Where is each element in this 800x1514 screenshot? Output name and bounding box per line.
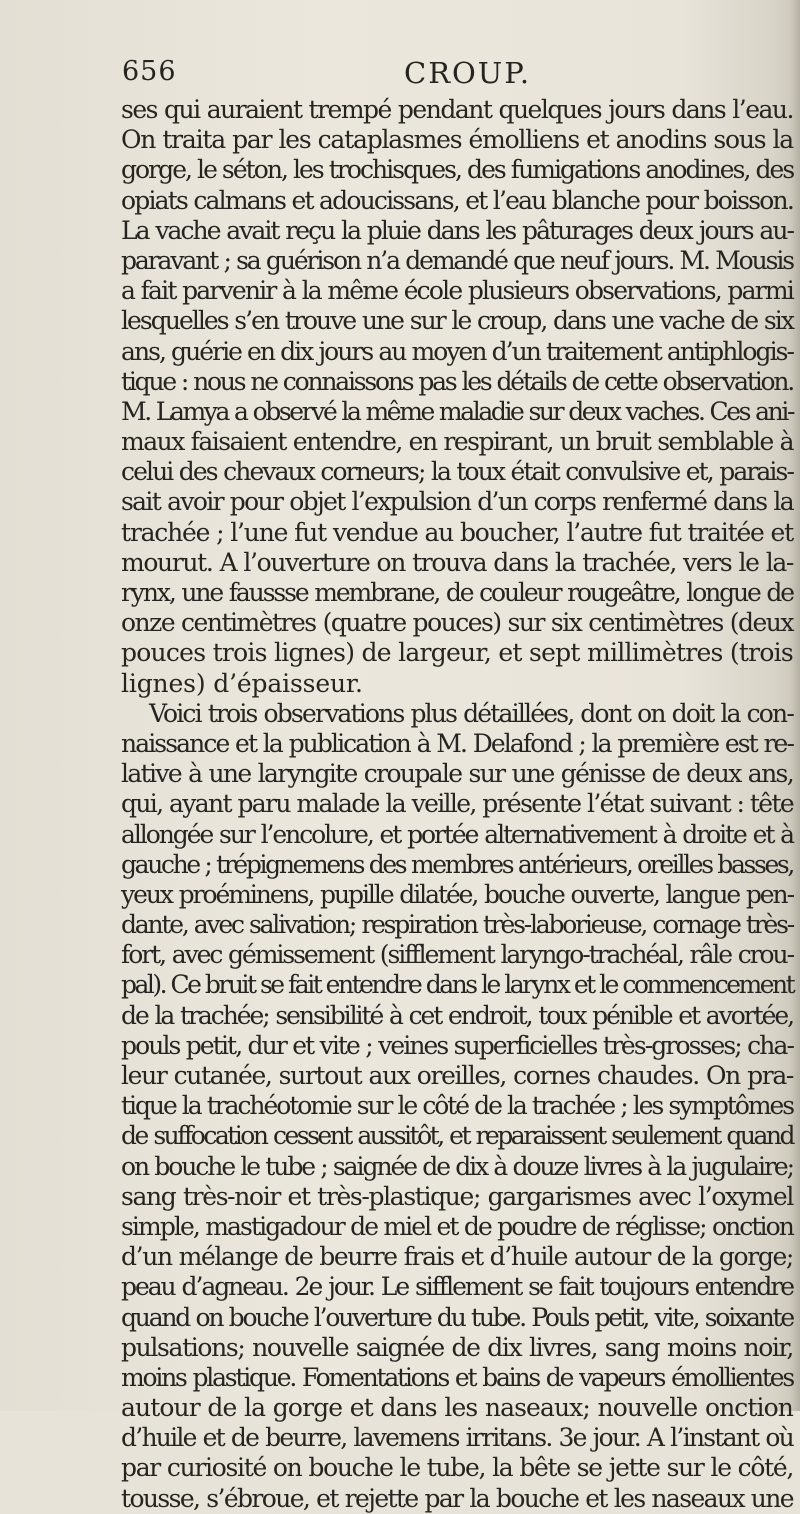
text-line: M. Lamya a observé la même maladie sur deux vaches. Ces ani- bbox=[121, 396, 793, 426]
page-number: 656 bbox=[122, 56, 177, 87]
text-line: celui des chevaux corneurs; la toux était convulsive et, parais- bbox=[121, 457, 793, 487]
text-line: d’huile et de beurre, lavemens irritans. 3e jour. A l’instant où bbox=[121, 1423, 793, 1453]
text-line: paravant ; sa guérison n’a demandé que neuf jours. M. Mousis bbox=[121, 245, 793, 275]
text-line: de suffocation cessent aussitôt, et reparaissent seulement quand bbox=[121, 1121, 793, 1151]
text-line: sang très-noir et très-plastique; gargarismes avec l’oxymel bbox=[121, 1181, 793, 1211]
text-line: autour de la gorge et dans les naseaux; nouvelle onction bbox=[121, 1393, 793, 1423]
text-line: maux faisaient entendre, en respirant, un bruit semblable à bbox=[121, 427, 793, 457]
text-line: pouls petit, dur et vite ; veines superficielles très-grosses; cha- bbox=[121, 1030, 793, 1060]
text-line: d’un mélange de beurre frais et d’huile autour de la gorge; bbox=[121, 1242, 793, 1272]
text-line: mourut. A l’ouverture on trouva dans la trachée, vers le la- bbox=[121, 547, 793, 577]
text-line: opiats calmans et adoucissans, et l’eau blanche pour boisson. bbox=[121, 185, 793, 215]
text-line: sait avoir pour objet l’expulsion d’un corps renfermé dans la bbox=[121, 487, 793, 517]
text-line: lignes) d’épaisseur. bbox=[121, 668, 363, 698]
text-line: on bouche le tube ; saignée de dix à douze livres à la jugulaire; bbox=[121, 1151, 793, 1181]
text-line: peau d’agneau. 2e jour. Le sifflement se fait toujours entendre bbox=[121, 1272, 793, 1302]
text-line: lesquelles s’en trouve une sur le croup, dans une vache de six bbox=[121, 306, 793, 336]
text-line: a fait parvenir à la même école plusieurs observations, parmi bbox=[121, 276, 793, 306]
text-line: ans, guérie en dix jours au moyen d’un traitement antiphlogis- bbox=[121, 336, 793, 366]
text-line: dante, avec salivation; respiration très-laborieuse, cornage très- bbox=[121, 910, 793, 940]
text-line: yeux proéminens, pupille dilatée, bouche ouverte, langue pen- bbox=[121, 879, 793, 909]
text-line: trachée ; l’une fut vendue au boucher, l’autre fut traitée et bbox=[121, 517, 793, 547]
text-line: tousse, s’ébroue, et rejette par la bouche et les naseaux une bbox=[121, 1483, 793, 1513]
text-line: Voici trois observations plus détaillées, dont on doit la con- bbox=[149, 698, 793, 728]
text-line: qui, ayant paru malade la veille, présente l’état suivant : tête bbox=[121, 789, 793, 819]
text-line: gorge, le séton, les trochisques, des fumigations anodines, des bbox=[121, 155, 794, 185]
text-line: simple, mastigadour de miel et de poudre de réglisse; onction bbox=[121, 1211, 793, 1241]
text-line: pouces trois lignes) de largeur, et sept millimètres (trois bbox=[121, 638, 793, 668]
text-line: lative à une laryngite croupale sur une génisse de deux ans, bbox=[121, 759, 793, 789]
text-line: leur cutanée, surtout aux oreilles, cornes chaudes. On pra- bbox=[121, 1061, 793, 1090]
page-header bbox=[122, 56, 742, 96]
text-line: fort, avec gémissement (sifflement laryngo-trachéal, râle crou- bbox=[121, 940, 793, 970]
text-line: rynx, une faussse membrane, de couleur rougeâtre, longue de bbox=[121, 578, 793, 607]
text-line: gauche ; trépignemens des membres antérieurs, oreilles basses, bbox=[121, 849, 793, 879]
body-text bbox=[121, 95, 793, 1514]
text-line: ses qui auraient trempé pendant quelques jours dans l’eau. bbox=[121, 95, 793, 124]
running-title: CROUP. bbox=[404, 56, 532, 90]
text-line: tique la trachéotomie sur le côté de la trachée ; les symptômes bbox=[121, 1091, 793, 1121]
text-line: quand on bouche l’ouverture du tube. Pouls petit, vite, soixante bbox=[121, 1302, 793, 1332]
text-line: pulsations; nouvelle saignée de dix livres, sang moins noir, bbox=[121, 1332, 793, 1362]
text-line: par curiosité on bouche le tube, la bête se jette sur le côté, bbox=[121, 1453, 793, 1483]
text-line: tique : nous ne connaissons pas les détails de cette observation. bbox=[121, 366, 793, 396]
text-line: de la trachée; sensibilité à cet endroit, toux pénible et avortée, bbox=[121, 1000, 793, 1030]
text-line: allongée sur l’encolure, et portée alternativement à droite et à bbox=[121, 819, 793, 849]
text-line: moins plastique. Fomentations et bains de vapeurs émollientes bbox=[121, 1362, 793, 1392]
text-line: La vache avait reçu la pluie dans les pâturages deux jours au- bbox=[121, 215, 793, 245]
text-line: On traita par les cataplasmes émolliens et anodins sous la bbox=[121, 125, 793, 155]
text-line: onze centimètres (quatre pouces) sur six centimètres (deux bbox=[121, 608, 793, 638]
text-line: pal). Ce bruit se fait entendre dans le larynx et le commencement bbox=[121, 970, 794, 1000]
text-line: naissance et la publication à M. Delafond ; la première est re- bbox=[121, 728, 793, 758]
